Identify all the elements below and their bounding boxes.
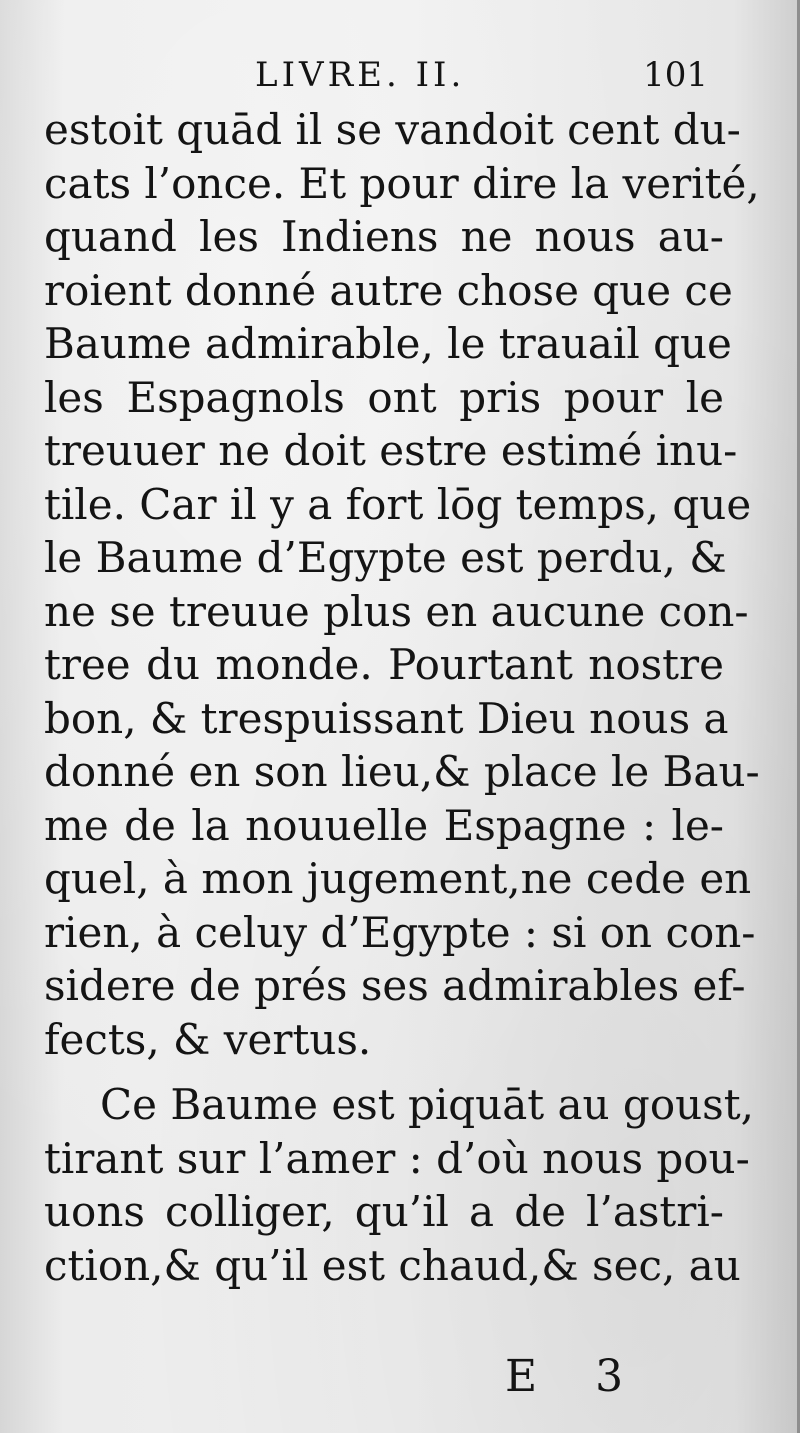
text-line: donné en son lieu,& place le Bau- (44, 747, 760, 796)
text-line: le Baume d’Egypte est perdu, & (44, 533, 727, 582)
signature-mark: E 3 (505, 1351, 646, 1402)
text-line: quel, à mon jugement,ne cede en (44, 854, 752, 903)
text-line: Baume admirable, le trauail que (44, 319, 732, 368)
text-line: ne se treuue plus en aucune con- (44, 586, 749, 636)
text-line: quand les Indiens ne nous au- (44, 212, 724, 261)
paragraph-gap (44, 1066, 724, 1078)
body-text (44, 103, 760, 1292)
paragraph-2 (44, 1078, 754, 1292)
text-line: treuuer ne doit estre estimé inu- (44, 426, 738, 475)
text-line: estoit quād il se vandoit cent du- (44, 105, 741, 154)
text-line: tile. Car il y a fort lōg temps, que (44, 479, 752, 529)
page-number: 101 (643, 55, 708, 95)
text-line: me de la nouuelle Espagne : le- (44, 800, 724, 850)
text-line: tirant sur l’amer : d’où nous pou- (44, 1133, 750, 1183)
text-line: fects, & vertus. (44, 1014, 372, 1064)
text-line: ction,& qu’il est chaud,& sec, au (44, 1240, 741, 1290)
text-line: uons colliger, qu’il a de l’astri- (44, 1187, 724, 1236)
page-header (0, 52, 800, 98)
text-line: cats l’once. Et pour dire la verité, (44, 158, 760, 208)
paragraph-1 (44, 103, 760, 1066)
text-line: rien, à celuy d’Egypte : si on con- (44, 907, 756, 957)
text-line: roient donné autre chose que ce (44, 265, 733, 315)
running-head: LIVRE. II. (255, 55, 466, 95)
text-line: sidere de prés ses admirables ef- (44, 961, 746, 1010)
text-line: tree du monde. Pourtant nostre (44, 640, 724, 689)
text-line: Ce Baume est piquāt au goust, (100, 1080, 754, 1129)
text-line: bon, & trespuissant Dieu nous a (44, 693, 729, 743)
text-line: les Espagnols ont pris pour le (44, 372, 724, 422)
